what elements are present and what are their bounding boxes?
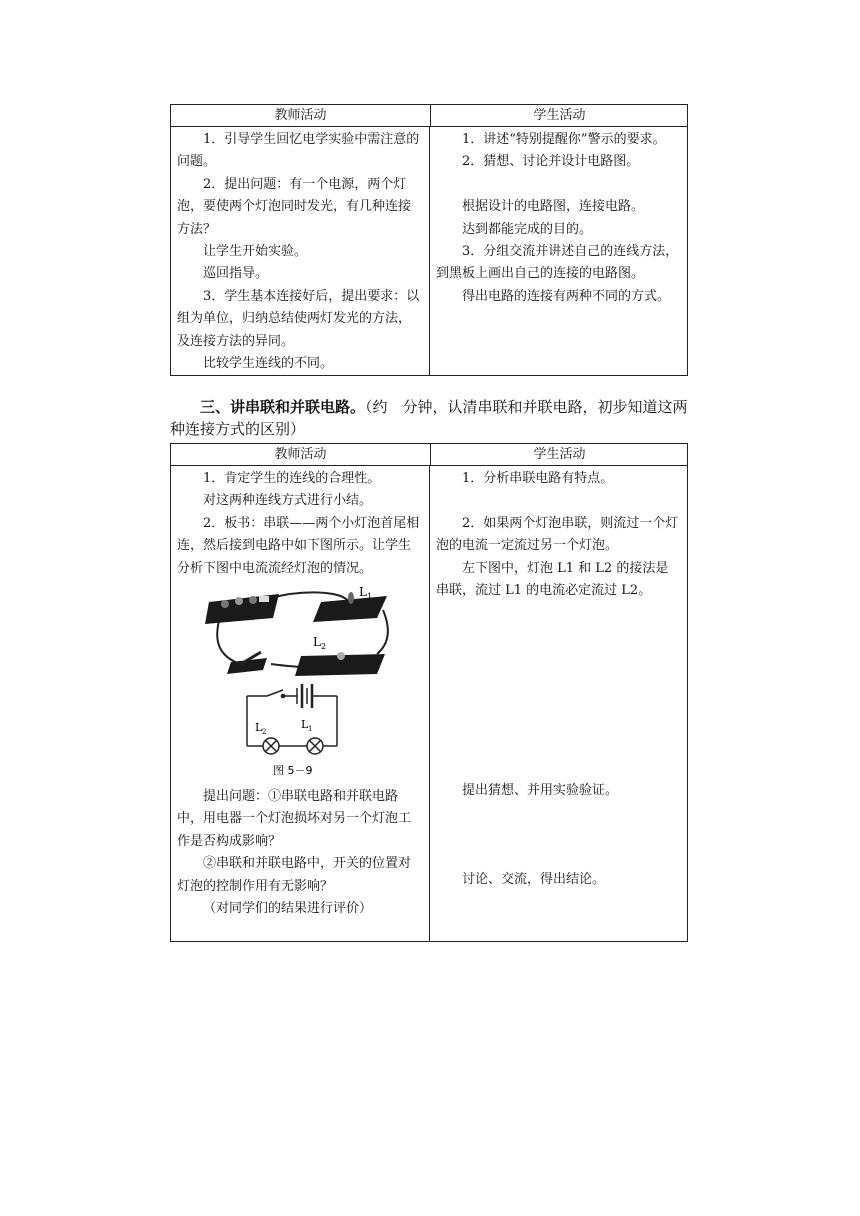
header-teacher: 教师活动 (171, 105, 431, 126)
table-row (171, 127, 687, 376)
table-row (171, 466, 687, 942)
bulb-l1-board-icon (313, 585, 387, 622)
student-column (430, 127, 687, 376)
student-column (430, 466, 687, 942)
teacher-item: 比较学生连线的不同。 (203, 356, 334, 372)
svg-text:L: L (255, 721, 263, 735)
student-item: 得出电路的连接有两种不同的方式。 (462, 288, 671, 304)
section-heading (170, 396, 690, 440)
figure-caption: 图 5－9 (273, 764, 313, 778)
teacher-item: 3．学生基本连接好后，提出要求：以组为单位，归纳总结使两灯发光的方法，及连接方法的异同。 (177, 288, 420, 349)
teacher-item: 让学生开始实验。 (203, 244, 308, 260)
teacher-item: 2．板书：串联——两个小灯泡首尾相连，然后接到电路中如下图所示。让学生分析下图中电流流经灯泡的情况。 (177, 515, 420, 576)
section-title: 三、讲串联和并联电路。 (200, 398, 366, 416)
teacher-column (171, 466, 430, 942)
label-l2: L (313, 635, 321, 650)
bulb-l2-board-icon (295, 635, 385, 676)
section-subtitle: （约 分钟，认清串联和并联电路，初步知道这两种连接方式的区别） (170, 398, 688, 438)
student-item: 2．如果两个灯泡串联，则流过一个灯泡的电流一定流过另一个灯泡。 (436, 515, 679, 554)
svg-text:1: 1 (308, 725, 313, 734)
activity-table-2 (170, 443, 688, 942)
student-item: 2．猜想、讨论并设计电路图。 (462, 154, 640, 170)
label-l1: L (359, 585, 367, 600)
teacher-item: 2．提出问题：有一个电源，两个灯泡，要使两个灯泡同时发光，有几种连接方法？ (177, 176, 412, 237)
svg-text:L: L (301, 718, 309, 732)
battery-board-icon (205, 594, 279, 624)
student-item: 1．分析串联电路有特点。 (462, 471, 614, 486)
student-item: 根据设计的电路图，连接电路。 (462, 199, 645, 215)
header-teacher: 教师活动 (171, 444, 431, 465)
table-header (171, 444, 687, 466)
switch-board-icon (227, 652, 267, 674)
series-circuit-figure (201, 584, 401, 784)
svg-text:1: 1 (367, 592, 373, 602)
teacher-item: 1．引导学生回忆电学实验中需注意的问题。 (177, 132, 420, 170)
teacher-item: 巡回指导。 (203, 266, 269, 282)
teacher-item: （对同学们的结果进行评价） (203, 901, 373, 917)
student-item: 1．讲述“特别提醒你”警示的要求。 (462, 132, 666, 147)
teacher-item: ②串联和并联电路中，开关的位置对灯泡的控制作用有无影响？ (177, 856, 412, 894)
header-student: 学生活动 (533, 447, 586, 462)
teacher-item: 1．肯定学生的连线的合理性。 (203, 471, 381, 486)
teacher-item: 对这两种连线方式进行小结。 (203, 493, 373, 509)
student-item: 3．分组交流并讲述自己的连线方法，到黑板上画出自己的连接的电路图。 (436, 244, 679, 282)
teacher-item: 提出问题：①串联电路和并联电路中，用电器一个灯泡损坏对另一个灯泡工作是否构成影响？ (177, 789, 412, 849)
student-item: 提出猜想、并用实验验证。 (462, 783, 619, 799)
student-item: 左下图中，灯泡 L1 和 L2 的接法是串联，流过 L1 的电流必定流过 L2。 (436, 560, 669, 599)
header-student: 学生活动 (533, 108, 586, 123)
student-item: 讨论、交流，得出结论。 (462, 871, 606, 887)
teacher-column (171, 127, 430, 376)
student-item: 达到都能完成的目的。 (462, 221, 593, 237)
table-header (171, 105, 687, 127)
activity-table-1 (170, 104, 688, 376)
svg-text:2: 2 (321, 642, 327, 652)
svg-text:2: 2 (262, 728, 267, 737)
series-circuit-schematic (247, 684, 337, 754)
